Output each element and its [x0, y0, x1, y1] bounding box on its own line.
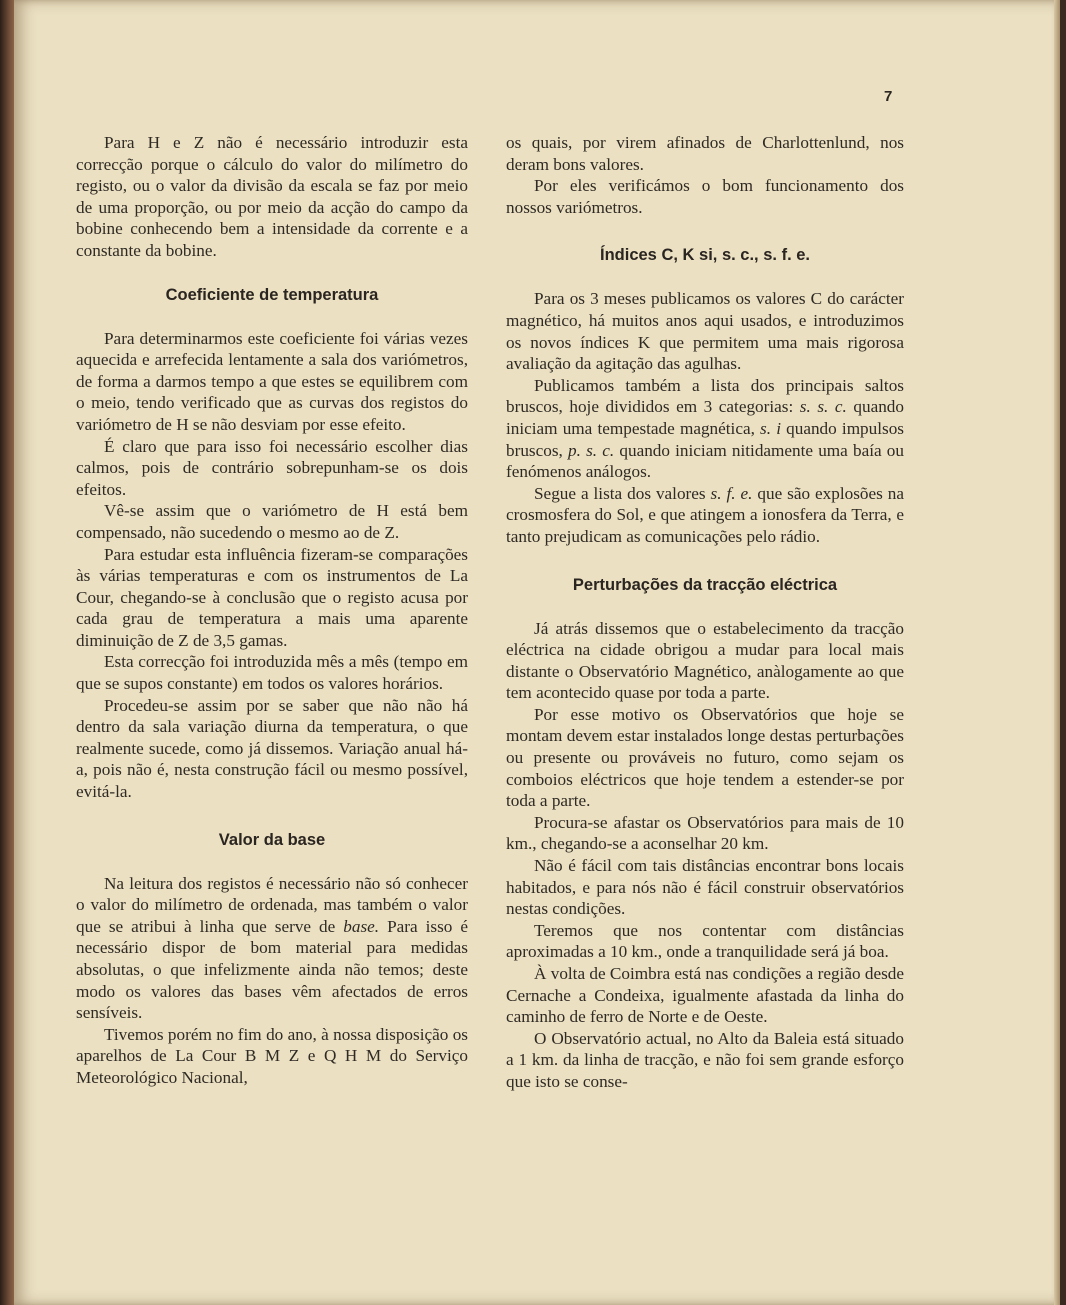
paragraph: [506, 375, 904, 483]
page-number: 7: [884, 88, 893, 105]
section-heading: Coeficiente de temperatura: [165, 285, 379, 304]
left-column: [76, 132, 468, 1089]
text-run: quando impulsos bruscos,: [506, 418, 904, 460]
emphasis: s. f. e.: [710, 483, 753, 503]
paragraph: Por eles verificámos o bom funcionamento dos nossos variómetros.: [506, 176, 904, 217]
section-heading: Perturbações da tracção eléctrica: [572, 575, 838, 594]
paragraph: O Observatório actual, no Alto da Baleia está situado a 1 km. da linha de tracção, e não foi sem grande esforço que isto se conse-: [506, 1028, 904, 1091]
paragraph: os quais, por virem afinados de Charlottenlund, nos deram bons valores.: [506, 133, 904, 174]
section-heading: Índices C, K si, s. c., s. f. e.: [600, 246, 810, 265]
paragraph: Tivemos porém no fim do ano, à nossa disposição os aparelhos de La Cour B M Z e Q H M do Serviço Meteorológico Nacional,: [76, 1024, 468, 1087]
paragraph: Vê-se assim que o variómetro de H está bem compensado, não sucedendo o mesmo ao de Z.: [76, 501, 468, 542]
paragraph: Procedeu-se assim por se saber que não não há dentro da sala variação diurna da temperatura, o que realmente sucede, como já dissemos. Variação anual há-a, pois não é, nesta construção fácil ou mesmo possível, evitá-la.: [76, 695, 468, 802]
emphasis: s. s. c.: [799, 397, 847, 417]
text-run: que são explosões na crosmosfera do Sol, e que atingem a ionosfera da Terra, e tanto prejudicam as comunicações pelo rádio.: [506, 483, 904, 546]
text-run: Publicamos também a lista dos principais saltos bruscos, hoje divididos em 3 categorias:: [506, 375, 904, 417]
emphasis: p. s. c.: [568, 440, 615, 460]
text-run: quando iniciam uma tempestade magnética,: [506, 397, 904, 438]
paragraph: [506, 483, 904, 548]
text-run: Para isso é necessário dispor de bom material para medidas absolutas, o que infelizmente ainda não temos; deste modo os valores das bases vêm afectados de erros sensíveis.: [76, 916, 469, 1023]
text-run: Segue a lista dos valores: [534, 483, 711, 503]
book-spine: [0, 0, 14, 1305]
paragraph: Para os 3 meses publicamos os valores C do carácter magnético, há muitos anos aqui usados, e introduzimos os novos índices K que permitem uma mais rigorosa avaliação da agitação das agulhas.: [506, 289, 904, 374]
paragraph: Já atrás dissemos que o estabelecimento da tracção eléctrica na cidade obrigou a mudar para local mais distante o Observatório Magnético, anàlogamente ao que tem acontecido quase por toda a parte.: [506, 618, 904, 703]
paragraph: [76, 873, 468, 1024]
page-edge: [1054, 0, 1060, 1305]
paragraph: Procura-se afastar os Observatórios para mais de 10 km., chegando-se a aconselhar 20 km.: [506, 812, 904, 854]
text-run: Na leitura dos registos é necessário não só conhecer o valor do milímetro de ordenada, mas também o valor que se atribui à linha que serve de: [76, 873, 468, 936]
paragraph: Por esse motivo os Observatórios que hoje se montam devem estar instalados longe destas perturbações ou presente ou prováveis no futuro, como sejam os comboios eléctricos que hoje tendem a estender-se por toda a parte.: [506, 704, 904, 811]
paragraph: Para estudar esta influência fizeram-se comparações às várias temperaturas e com os instrumentos de La Cour, chegando-se à conclusão que o registo acusa por cada grau de temperatura a mais uma aparente diminuição de Z de 3,5 gamas.: [76, 544, 468, 650]
paragraph: À volta de Coimbra está nas condições a região desde Cernache a Condeixa, igualmente afastada da linha do caminho de ferro de Norte e de Oeste.: [506, 964, 904, 1027]
paragraph: Para determinarmos este coeficiente foi várias vezes aquecida e arrefecida lentamente a sala dos variómetros, de forma a darmos tempo a que estes se equilibrem com o meio, tendo verificado que as curvas dos registos do variómetro de H se não desviam por esse efeito.: [76, 328, 468, 434]
emphasis: s. i: [760, 418, 781, 438]
section-heading: Valor da base: [218, 830, 326, 849]
text-run: quando iniciam nitidamente uma baía ou fenómenos análogos.: [506, 440, 904, 482]
paragraph: Não é fácil com tais distâncias encontrar bons locais habitados, e para nós não é fácil construir observatórios nestas condições.: [506, 856, 904, 919]
paragraph: É claro que para isso foi necessário escolher dias calmos, pois de contrário sobrepunham-se os dois efeitos.: [76, 436, 468, 499]
paragraph: Esta correcção foi introduzida mês a mês (tempo em que se supos constante) em todos os valores horários.: [76, 652, 468, 694]
right-column: [506, 132, 904, 1093]
paragraph: Para H e Z não é necessário introduzir esta correcção porque o cálculo do valor do milímetro do registo, ou o valor da divisão da escala se faz por meio de uma proporção, ou por meio da acção do campo da bobine conhecendo bem a intensidade da corrente e a constante da bobine.: [76, 133, 468, 260]
paragraph: Teremos que nos contentar com distâncias aproximadas a 10 km., onde a tranquilidade será já boa.: [506, 920, 904, 962]
emphasis: base.: [343, 916, 380, 936]
